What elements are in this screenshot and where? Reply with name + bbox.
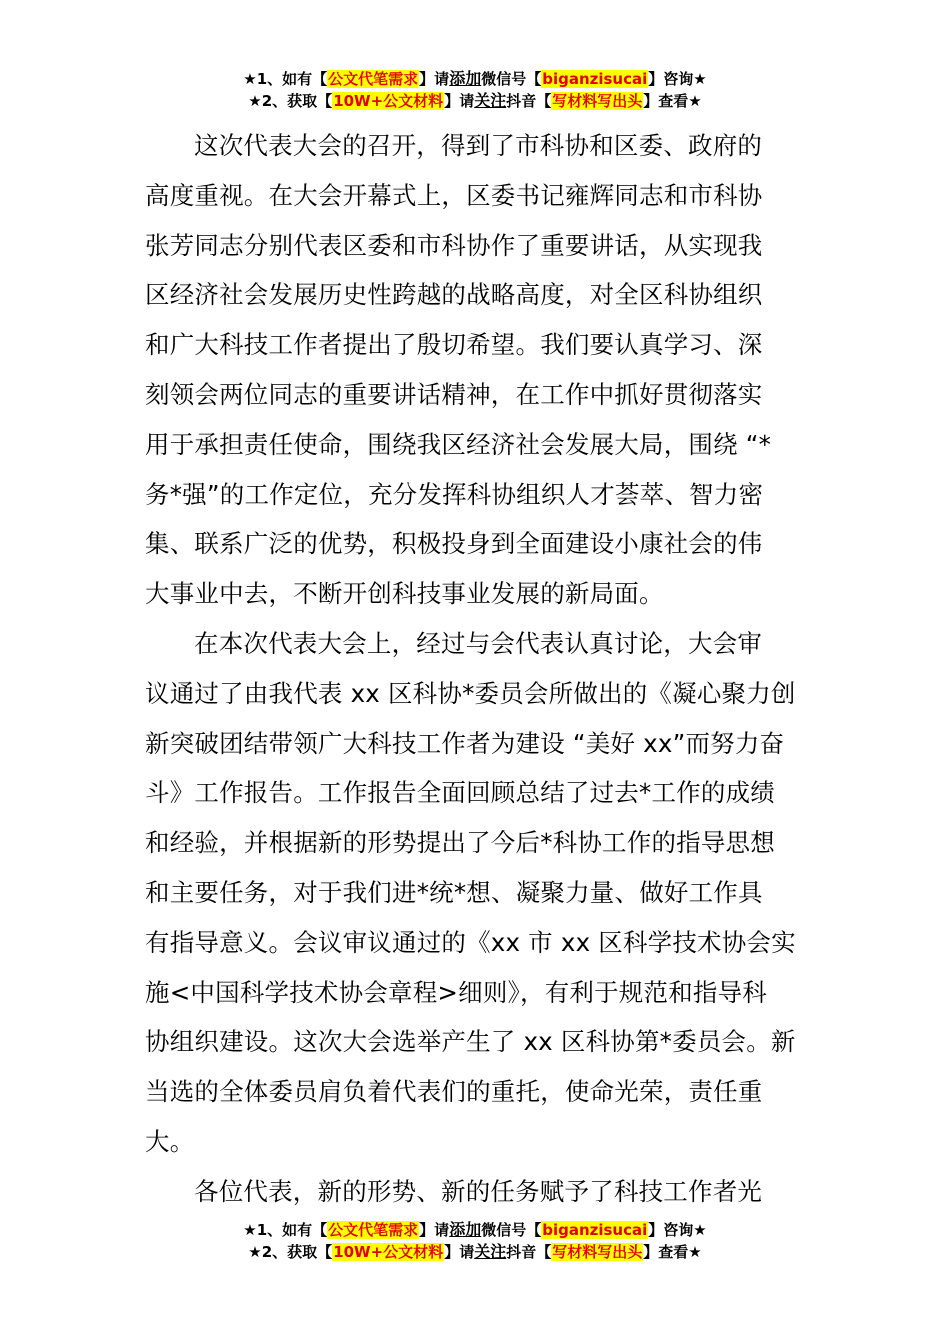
body-line: 有指导意义。会议审议通过的《xx 市 xx 区科学技术协会实 [145,927,796,957]
body-line: 在本次代表大会上，经过与会代表认真讨论，大会审 [194,628,763,658]
promo-text: 抖音【 [506,92,552,110]
promo-emphasis: 关注 [474,1242,507,1261]
body-line: 议通过了由我代表 xx 区科协*委员会所做出的《凝心聚力创 [145,678,796,708]
body-line: 这次代表大会的召开，得到了市科协和区委、政府的 [194,131,763,160]
promo-text: 】请 [444,1243,475,1261]
promo-text: 微信号【 [481,1221,542,1239]
promo-wechat-id: biganzisucai [542,1221,648,1239]
promo-douyin-id: 写材料写出头 [552,1243,643,1261]
promo-highlight: 公文代笔需求 [328,1221,419,1239]
promo-line-1 [0,68,950,90]
body-line: 各位代表，新的形势、新的任务赋予了科技工作者光 [194,1176,763,1206]
body-line: 和主要任务，对于我们进*统*想、凝聚力量、做好工作具 [145,877,763,907]
body-line: 务*强”的工作定位，充分发挥科协组织人才荟萃、智力密 [145,479,764,509]
promo-text: 抖音【 [506,1243,552,1261]
promo-text: 】咨询★ [648,70,707,88]
promo-highlight: 10W+公文材料 [333,92,444,110]
body-line: 用于承担责任使命，围绕我区经济社会发展大局，围绕 “* [145,429,772,459]
promo-wechat-id: biganzisucai [542,70,648,88]
promo-text: 】查看★ [643,92,702,110]
promo-text: ★2、获取【 [248,1243,333,1261]
promo-highlight: 公文代笔需求 [328,70,419,88]
body-line: 刻领会两位同志的重要讲话精神，在工作中抓好贯彻落实 [145,379,763,409]
body-line: 大。 [145,1126,195,1156]
body-line: 张芳同志分别代表区委和市科协作了重要讲话，从实现我 [145,230,763,260]
promo-text: 】咨询★ [648,1221,707,1239]
promo-line-2 [0,90,950,112]
body-line: 和经验，并根据新的形势提出了今后*科协工作的指导思想 [145,828,775,858]
document-body [145,121,807,1217]
body-line: 和广大科技工作者提出了殷切希望。我们要认真学习、深 [145,330,763,360]
promo-emphasis: 添加 [449,69,482,88]
bottom-promo-banner [0,1219,950,1263]
body-line: 大事业中去，不断开创科技事业发展的新局面。 [145,579,664,609]
promo-douyin-id: 写材料写出头 [552,92,643,110]
body-line: 高度重视。在大会开幕式上，区委书记雍辉同志和市科协 [145,180,763,210]
promo-line-1 [0,1219,950,1241]
promo-text: 】请 [444,92,475,110]
promo-text: 】请 [419,70,450,88]
promo-text: 】查看★ [643,1243,702,1261]
body-line: 区经济社会发展历史性跨越的战略高度，对全区科协组织 [145,280,763,310]
promo-emphasis: 关注 [474,91,507,110]
body-line: 协组织建设。这次大会选举产生了 xx 区科协第*委员会。新 [145,1027,796,1057]
body-line: 集、联系广泛的优势，积极投身到全面建设小康社会的伟 [145,529,763,559]
body-line: 施<中国科学技术协会章程>细则》，有利于规范和指导科 [145,977,768,1007]
body-line: 当选的全体委员肩负着代表们的重托，使命光荣，责任重 [145,1077,763,1107]
promo-emphasis: 添加 [449,1220,482,1239]
promo-text: ★1、如有【 [243,1221,328,1239]
promo-text: ★1、如有【 [243,70,328,88]
promo-text: ★2、获取【 [248,92,333,110]
body-line: 新突破团结带领广大科技工作者为建设 “美好 xx”而努力奋 [145,728,785,758]
top-promo-banner [0,68,950,112]
promo-text: 微信号【 [481,70,542,88]
promo-highlight: 10W+公文材料 [333,1243,444,1261]
promo-line-2 [0,1241,950,1263]
body-line: 斗》工作报告。工作报告全面回顾总结了过去*工作的成绩 [145,778,775,808]
promo-text: 】请 [419,1221,450,1239]
